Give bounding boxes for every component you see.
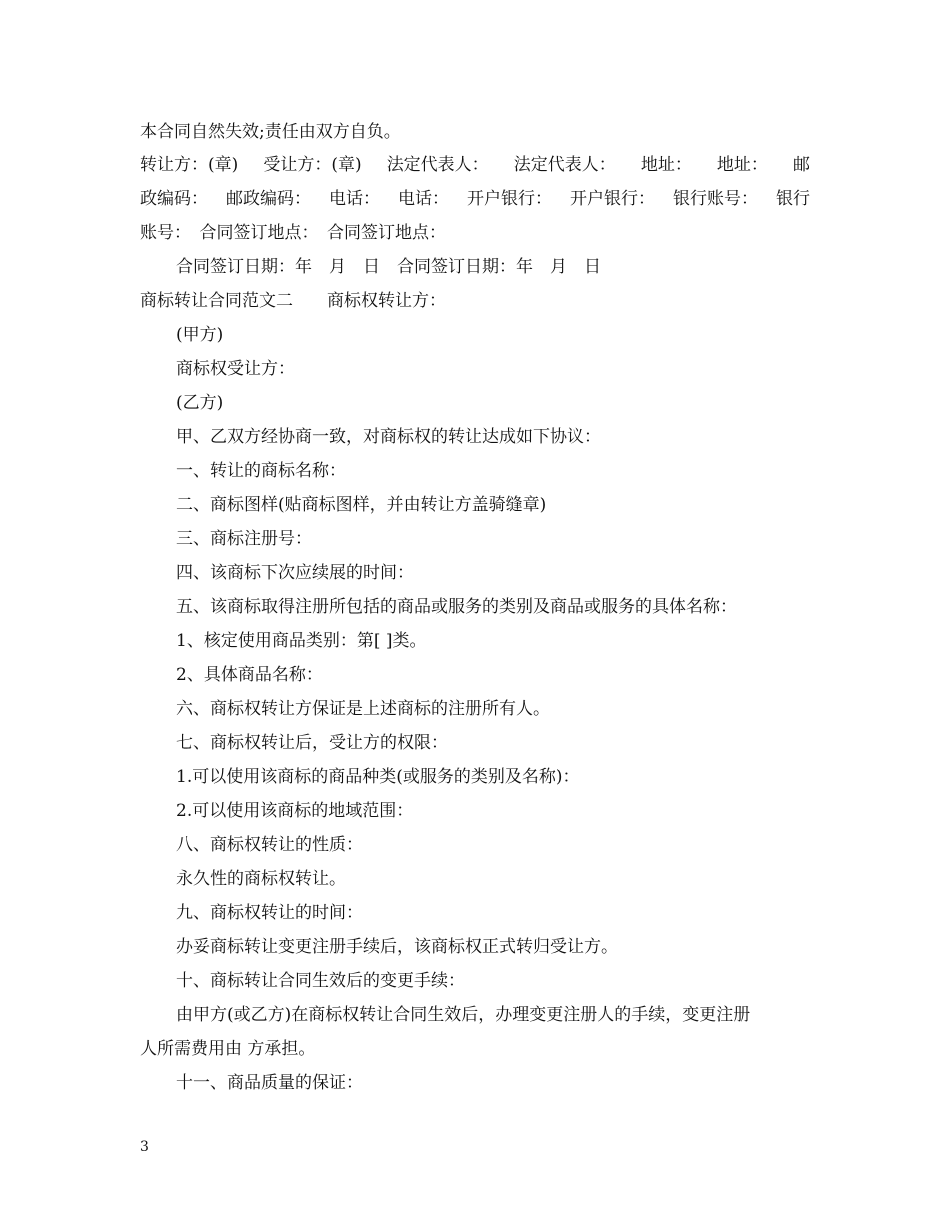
transferee-label: 商标权受让方： bbox=[176, 359, 295, 379]
signature-field: 银行账号： bbox=[673, 189, 758, 209]
clause-9: 九、商标权转让的时间： bbox=[176, 903, 363, 923]
clause-7: 七、商标权转让后，受让方的权限： bbox=[176, 733, 448, 753]
signature-field: 开户银行： bbox=[467, 189, 552, 209]
signature-line-2 bbox=[140, 188, 810, 210]
clause-10-text-line-1: 由甲方(或乙方)在商标权转让合同生效后，办理变更注册人的手续，变更注册 bbox=[176, 1005, 751, 1025]
signature-field: 政编码： bbox=[140, 189, 208, 209]
party-b-label: (乙方) bbox=[176, 393, 224, 413]
date-line: 合同签订日期：年 月 日 合同签订日期：年 月 日 bbox=[176, 257, 601, 277]
clause-7-2: 2.可以使用该商标的地域范围： bbox=[176, 801, 414, 821]
clause-8: 八、商标权转让的性质： bbox=[176, 835, 363, 855]
signature-field: 电话： bbox=[398, 189, 449, 209]
clause-8-text: 永久性的商标权转让。 bbox=[176, 869, 346, 889]
signature-line-3: 账号： 合同签订地点： 合同签订地点： bbox=[140, 223, 446, 243]
signature-field: 邮政编码： bbox=[226, 189, 311, 209]
signature-field: 银行 bbox=[776, 189, 810, 209]
page-number: 3 bbox=[140, 1139, 149, 1155]
signature-field: 开户银行： bbox=[570, 189, 655, 209]
agreement-intro: 甲、乙双方经协商一致，对商标权的转让达成如下协议： bbox=[176, 427, 601, 447]
signature-field: 法定代表人： bbox=[386, 155, 489, 175]
signature-field: 地址： bbox=[716, 155, 768, 175]
signature-field: 地址： bbox=[640, 155, 692, 175]
party-a-label: (甲方) bbox=[176, 325, 224, 345]
signature-field: 法定代表人： bbox=[513, 155, 616, 175]
clause-5: 五、该商标取得注册所包括的商品或服务的类别及商品或服务的具体名称： bbox=[176, 597, 737, 617]
section-heading: 商标转让合同范文二 商标权转让方： bbox=[140, 291, 446, 311]
clause-10: 十、商标转让合同生效后的变更手续： bbox=[176, 971, 465, 991]
signature-field: 邮 bbox=[793, 155, 810, 175]
clause-5-2: 2、具体商品名称： bbox=[176, 665, 323, 685]
signature-field: 电话： bbox=[329, 189, 380, 209]
signature-field: 受让方：(章) bbox=[263, 155, 362, 175]
clause-11: 十一、商品质量的保证： bbox=[176, 1073, 363, 1093]
clause-3: 三、商标注册号： bbox=[176, 529, 312, 549]
clause-5-1: 1、核定使用商品类别：第[ ]类。 bbox=[176, 631, 427, 651]
clause-9-text: 办妥商标转让变更注册手续后，该商标权正式转归受让方。 bbox=[176, 937, 618, 957]
signature-line-1 bbox=[140, 154, 810, 176]
clause-6: 六、商标权转让方保证是上述商标的注册所有人。 bbox=[176, 699, 550, 719]
clause-2: 二、商标图样(贴商标图样，并由转让方盖骑缝章) bbox=[176, 495, 547, 515]
clause-7-1: 1.可以使用该商标的商品种类(或服务的类别及名称)： bbox=[176, 767, 580, 787]
clause-10-text-line-2: 人所需费用由 方承担。 bbox=[140, 1039, 316, 1059]
clause-1: 一、转让的商标名称： bbox=[176, 461, 346, 481]
signature-field: 转让方：(章) bbox=[140, 155, 239, 175]
clause-4: 四、该商标下次应续展的时间： bbox=[176, 563, 414, 583]
contract-end-text: 本合同自然失效;责任由双方自负。 bbox=[140, 122, 401, 142]
